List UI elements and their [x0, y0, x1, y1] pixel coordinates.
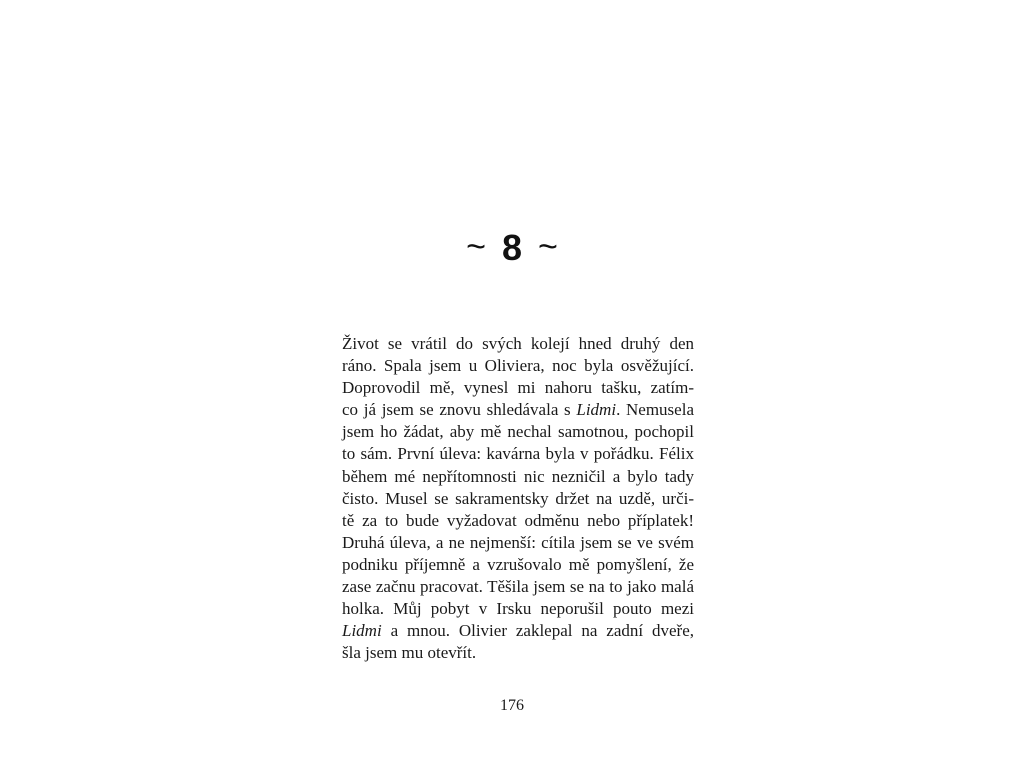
- chapter-ornament-left: ~: [466, 228, 486, 266]
- paragraph-line: [342, 554, 694, 576]
- paragraph-line: [342, 488, 694, 510]
- paragraph-line: [342, 421, 694, 443]
- paragraph-line: [342, 443, 694, 465]
- paragraph-text: tě za to bude vyžadovat odměnu nebo příplatek!: [342, 510, 694, 530]
- paragraph-text: šla jsem mu otevřít.: [342, 643, 477, 663]
- paragraph-line: [342, 642, 694, 664]
- paragraph-line: [342, 510, 694, 532]
- paragraph-text: Doprovodil mě, vynesl mi nahoru tašku, zatím-: [342, 378, 694, 398]
- paragraph-text: to sám. První úleva: kavárna byla v pořádku. Félix: [342, 444, 694, 464]
- paragraph-line: [342, 399, 694, 421]
- paragraph-line: [342, 333, 694, 355]
- paragraph-line: [342, 576, 694, 598]
- paragraph-text: zase začnu pracovat. Těšila jsem se na to jako malá: [342, 577, 694, 597]
- paragraph-line: [342, 532, 694, 554]
- paragraph-text: čisto. Musel se sakramentsky držet na uzdě, urči-: [342, 488, 694, 508]
- paragraph-text: Život se vrátil do svých kolejí hned druhý den: [342, 334, 694, 353]
- paragraph-text: Druhá úleva, a ne nejmenší: cítila jsem se ve svém: [342, 532, 694, 552]
- page-number: 176: [500, 697, 524, 714]
- paragraph-line: [342, 620, 694, 642]
- paragraph-text: jsem ho žádat, aby mě nechal samotnou, pochopil: [342, 422, 694, 442]
- italic-title-text: Lidmi: [342, 621, 382, 641]
- paragraph-text: . Nemusela: [616, 400, 694, 420]
- paragraph-text: ráno. Spala jsem u Oliviera, noc byla osvěžující.: [342, 356, 694, 376]
- paragraph-line: [342, 355, 694, 377]
- paragraph-text: a mnou. Olivier zaklepal na zadní dveře,: [381, 621, 694, 641]
- paragraph-line: [342, 466, 694, 488]
- paragraph-text: holka. Můj pobyt v Irsku neporušil pouto mezi: [342, 599, 694, 619]
- chapter-heading: [0, 226, 1024, 271]
- paragraph-line: [342, 598, 694, 620]
- paragraph-text: během mé nepřítomnosti nic nezničil a bylo tady: [342, 466, 694, 486]
- paragraph-line: [342, 377, 694, 399]
- italic-title-text: Lidmi: [576, 400, 617, 420]
- chapter-ornament-right: ~: [538, 228, 558, 266]
- body-paragraph: [342, 333, 694, 664]
- paragraph-text: podniku příjemně a vzrušovalo mě pomyšlení, že: [342, 554, 694, 574]
- paragraph-text: co já jsem se znovu shledávala s: [342, 400, 577, 420]
- chapter-number: 8: [501, 227, 523, 268]
